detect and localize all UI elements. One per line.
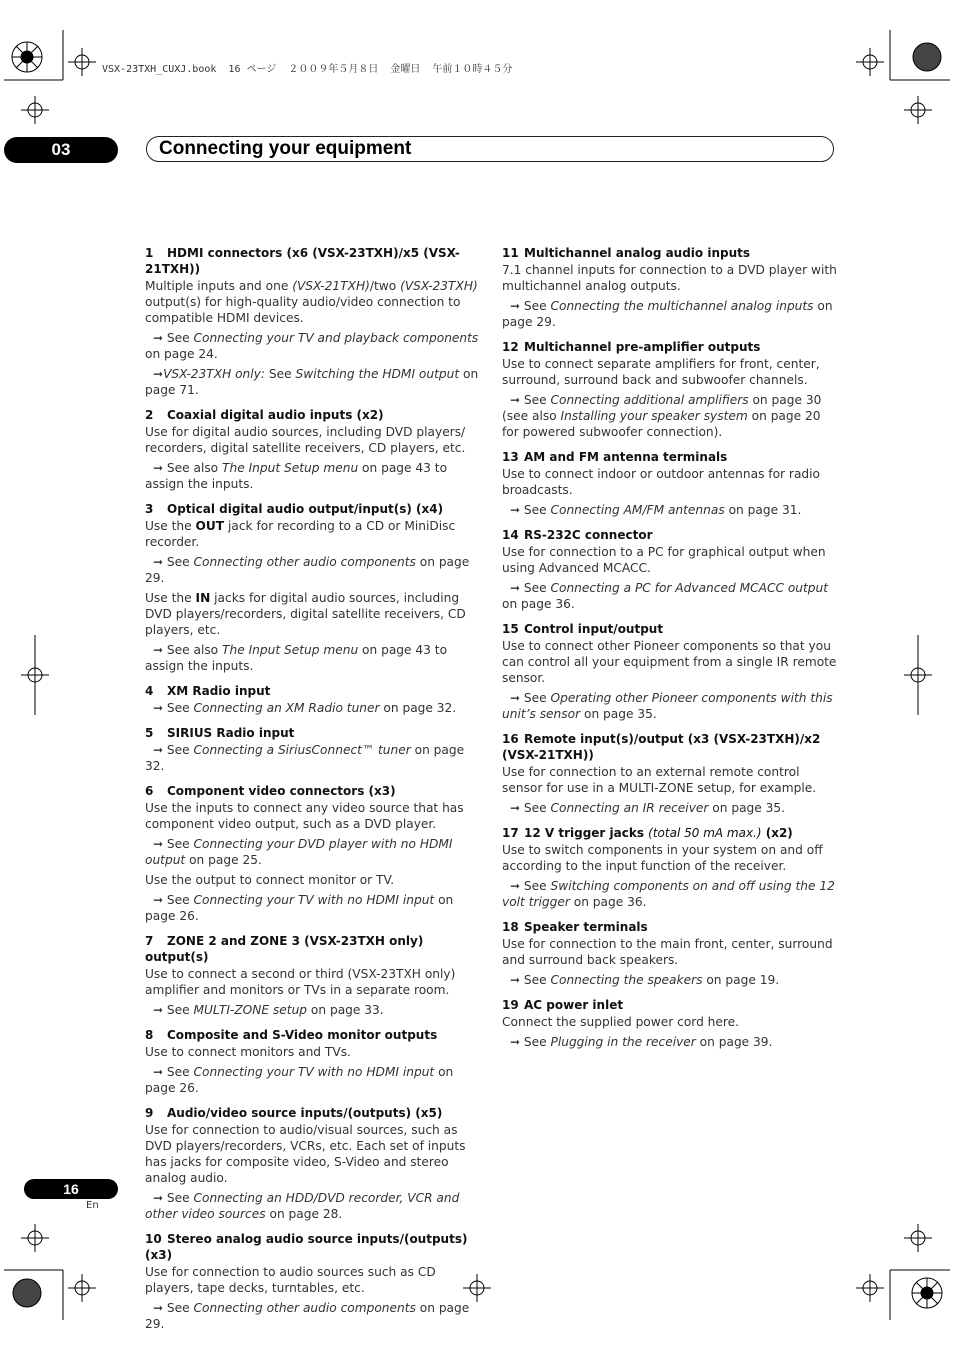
- reference-title: Installing your speaker system: [560, 409, 748, 423]
- text-run: See: [523, 393, 551, 407]
- disc-mark-bottom-left: [13, 1279, 41, 1307]
- description-text: [502, 466, 838, 498]
- text-run: See: [523, 879, 551, 893]
- reference-title: Connecting your TV with no HDMI input: [193, 893, 435, 907]
- item-heading: [502, 997, 838, 1013]
- chapter-number: 03: [51, 140, 71, 159]
- item-number: 17: [502, 826, 519, 840]
- text-run: See: [166, 743, 194, 757]
- cross-reference: [145, 1300, 481, 1332]
- item-heading: [145, 407, 481, 423]
- description-text: [145, 966, 481, 998]
- reference-title: Plugging in the receiver: [550, 1035, 696, 1049]
- text-run: Use for connection to the main front, center, surround and surround back speakers.: [502, 937, 833, 967]
- arrow-icon: ➞: [153, 1191, 167, 1205]
- connector-item: [502, 731, 838, 816]
- connector-item: [502, 339, 838, 440]
- description-text: [145, 518, 481, 550]
- item-heading: [145, 1027, 481, 1043]
- text-run: on page 43 to assign the inputs.: [145, 643, 448, 673]
- cross-reference: [145, 1064, 481, 1096]
- item-title-note: (total 50 mA max.): [648, 826, 762, 840]
- text-run: on page 29.: [502, 299, 833, 329]
- text-run: on page 26.: [145, 893, 454, 923]
- arrow-icon: ➞: [510, 691, 524, 705]
- item-heading: [502, 621, 838, 637]
- arrow-icon: ➞: [153, 555, 167, 569]
- text-run: on page 35.: [580, 707, 657, 721]
- item-title: 12 V trigger jacks: [524, 826, 644, 840]
- chapter-title-bar: [146, 136, 834, 162]
- connector-item: [145, 725, 481, 774]
- arrow-icon: ➞: [153, 837, 167, 851]
- reference-title: The Input Setup menu: [222, 461, 359, 475]
- reference-title: Connecting your TV with no HDMI input: [193, 1065, 435, 1079]
- item-title: Component video connectors (x3): [167, 784, 396, 798]
- text-run: See: [166, 1301, 194, 1315]
- text-run: Use for connection to an external remote control sensor for use in a MULTI-ZONE setup, for example.: [502, 765, 817, 795]
- description-text: [502, 544, 838, 576]
- chapter-number-badge: [4, 137, 118, 163]
- description-text: [145, 800, 481, 832]
- item-number: 8: [145, 1028, 154, 1042]
- text-run: on page 35.: [708, 801, 786, 815]
- text-run: on page 29.: [145, 555, 470, 585]
- item-number: 13: [502, 450, 519, 464]
- description-text: [502, 764, 838, 796]
- item-title: HDMI connectors (x6 (VSX-23TXH)/x5 (VSX-21TXH)): [145, 246, 460, 276]
- reference-title: MULTI-ZONE setup: [193, 1003, 308, 1017]
- text-run: See: [523, 581, 551, 595]
- item-heading: [502, 245, 838, 261]
- reference-title: Connecting AM/FM antennas: [550, 503, 725, 517]
- item-number: 10: [145, 1232, 162, 1246]
- reference-title: Connecting the speakers: [550, 973, 703, 987]
- cross-reference: [145, 330, 481, 362]
- cross-reference: [502, 580, 838, 612]
- item-number: 1: [145, 246, 154, 260]
- connector-item: [145, 407, 481, 492]
- item-title: RS-232C connector: [524, 528, 653, 542]
- text-run: on page 29.: [145, 1301, 470, 1331]
- arrow-icon: ➞: [153, 701, 167, 715]
- item-title: ZONE 2 and ZONE 3 (VSX-23TXH only) output(s): [145, 934, 424, 964]
- item-number: 12: [502, 340, 519, 354]
- item-title: XM Radio input: [167, 684, 271, 698]
- text-run: Use for connection to audio/visual sources, such as DVD players/recorders, VCRs, etc. Each set of inputs has jacks for composite video, S-Video and stereo analog audio.: [145, 1123, 466, 1185]
- page-number-badge: [24, 1179, 118, 1199]
- cross-reference: [145, 892, 481, 924]
- item-title: Remote input(s)/output (x3 (VSX-23TXH)/x2 (VSX-21TXH)): [502, 732, 821, 762]
- reference-title: Connecting an XM Radio tuner: [193, 701, 380, 715]
- text-run: Use the: [145, 519, 196, 533]
- item-number: 9: [145, 1106, 154, 1120]
- text-run: See: [166, 555, 194, 569]
- item-number: 2: [145, 408, 154, 422]
- text-run: Use to connect monitors and TVs.: [145, 1045, 351, 1059]
- item-heading: [502, 527, 838, 543]
- text-run: Use for connection to audio sources such as CD players, tape decks, turntables, etc.: [145, 1265, 436, 1295]
- reference-title: (VSX-21TXH): [292, 279, 370, 293]
- reference-title: Connecting your DVD player with no HDMI output: [145, 837, 453, 867]
- text-run: on page 36.: [502, 597, 575, 611]
- item-heading: [145, 501, 481, 517]
- reference-title: Switching components on and off using the 12 volt trigger: [502, 879, 835, 909]
- arrow-icon: ➞: [153, 367, 164, 381]
- item-title: Multichannel analog audio inputs: [524, 246, 751, 260]
- connector-item: [145, 1027, 481, 1096]
- description-text: [145, 590, 481, 638]
- description-text: [502, 356, 838, 388]
- text-run: Use the: [145, 591, 196, 605]
- text-run: Connect the supplied power cord here.: [502, 1015, 740, 1029]
- cross-reference: [502, 502, 838, 518]
- item-title: Composite and S-Video monitor outputs: [167, 1028, 438, 1042]
- description-text: [145, 1264, 481, 1296]
- description-text: [502, 842, 838, 874]
- text-run: output(s) for high-quality audio/video connection to compatible HDMI devices.: [145, 295, 461, 325]
- cross-reference: [145, 1002, 481, 1018]
- text-run: on page 26.: [145, 1065, 454, 1095]
- cross-reference: [145, 366, 481, 398]
- text-run: on page 30 (see also: [502, 393, 822, 423]
- cross-reference: [502, 878, 838, 910]
- item-title: Optical digital audio output/input(s) (x4): [167, 502, 444, 516]
- arrow-icon: ➞: [510, 973, 524, 987]
- item-heading: [145, 783, 481, 799]
- reference-title: Connecting the multichannel analog inputs: [550, 299, 814, 313]
- item-heading: [502, 825, 838, 841]
- text-run: on page 31.: [724, 503, 802, 517]
- cross-reference: [502, 392, 838, 440]
- reference-title: Operating other Pioneer components with this unit’s sensor: [502, 691, 833, 721]
- starburst-mark-top-left: [12, 42, 42, 72]
- description-text: [502, 638, 838, 686]
- reference-title: Connecting other audio components: [193, 555, 416, 569]
- description-text: [145, 278, 481, 326]
- text-run: Multiple inputs and one: [145, 279, 293, 293]
- item-number: 16: [502, 732, 519, 746]
- jack-label: IN: [195, 591, 211, 605]
- reference-title: Connecting a SiriusConnect™ tuner: [193, 743, 411, 757]
- text-run: on page 39.: [695, 1035, 773, 1049]
- connector-item: [502, 245, 838, 330]
- text-run: See: [523, 801, 551, 815]
- text-run: Use the inputs to connect any video source that has component video output, such as a DVD player.: [145, 801, 464, 831]
- text-run: Use the output to connect monitor or TV.: [145, 873, 395, 887]
- arrow-icon: ➞: [153, 643, 167, 657]
- item-heading: [502, 449, 838, 465]
- text-run: 7.1 channel inputs for connection to a DVD player with multichannel analog outputs.: [502, 263, 837, 293]
- text-run: See: [523, 299, 551, 313]
- chapter-title: Connecting your equipment: [159, 138, 412, 159]
- text-run: Use to connect other Pioneer components so that you can control all your equipment from a single IR remote sensor.: [502, 639, 837, 685]
- starburst-mark-bottom-right: [912, 1278, 942, 1308]
- item-title: AC power inlet: [524, 998, 624, 1012]
- text-run: See: [166, 701, 194, 715]
- text-run: on page 71.: [145, 367, 479, 397]
- item-number: 11: [502, 246, 519, 260]
- connector-item: [145, 933, 481, 1018]
- item-number: 7: [145, 934, 154, 948]
- item-number: 3: [145, 502, 154, 516]
- cross-reference: [145, 836, 481, 868]
- cross-reference: [145, 742, 481, 774]
- arrow-icon: ➞: [510, 879, 524, 893]
- cross-reference: [145, 1190, 481, 1222]
- text-run: See: [523, 691, 551, 705]
- text-run: See: [166, 893, 194, 907]
- item-heading: [145, 725, 481, 741]
- text-run: Use to connect a second or third (VSX-23TXH only) amplifier and monitors or TVs in a separate room.: [145, 967, 456, 997]
- text-run: See: [523, 1035, 551, 1049]
- connector-item: [145, 245, 481, 398]
- arrow-icon: ➞: [153, 893, 167, 907]
- item-title: Stereo analog audio source inputs/(outputs) (x3): [145, 1232, 468, 1262]
- item-number: 14: [502, 528, 519, 542]
- cross-reference: [502, 690, 838, 722]
- page-language: En: [86, 1200, 99, 1211]
- text-run: on page 33.: [307, 1003, 384, 1017]
- reference-title: Connecting additional amplifiers: [550, 393, 749, 407]
- arrow-icon: ➞: [510, 393, 524, 407]
- disc-mark-top-right: [913, 43, 941, 71]
- text-run: on page 24.: [145, 347, 218, 361]
- connector-item: [502, 997, 838, 1050]
- item-heading: [145, 245, 481, 277]
- description-text: [145, 1044, 481, 1060]
- page-number: 16: [63, 1181, 79, 1197]
- item-heading: [502, 339, 838, 355]
- text-run: jack for recording to a CD or MiniDisc recorder.: [145, 519, 456, 549]
- item-heading: [145, 1105, 481, 1121]
- reference-title: VSX-23TXH only:: [163, 367, 265, 381]
- item-number: 18: [502, 920, 519, 934]
- description-text: [502, 262, 838, 294]
- print-header: VSX-23TXH_CUXJ.book 16 ページ ２００９年５月８日 金曜日 午前１０時４５分: [102, 64, 513, 75]
- item-number: 5: [145, 726, 154, 740]
- right-column: [502, 245, 838, 1059]
- item-number: 4: [145, 684, 154, 698]
- item-heading: [145, 933, 481, 965]
- item-title: Multichannel pre-amplifier outputs: [524, 340, 761, 354]
- text-run: /two: [369, 279, 401, 293]
- item-number: 19: [502, 998, 519, 1012]
- text-run: See: [523, 973, 551, 987]
- reference-title: Connecting your TV and playback components: [193, 331, 479, 345]
- item-title-tail: (x2): [761, 826, 793, 840]
- text-run: Use for digital audio sources, including DVD players/ recorders, digital satellite receivers, CD players, etc.: [145, 425, 466, 455]
- text-run: See: [166, 1065, 194, 1079]
- text-run: on page 32.: [145, 743, 465, 773]
- text-run: on page 32.: [379, 701, 457, 715]
- arrow-icon: ➞: [510, 503, 524, 517]
- reference-title: Connecting an IR receiver: [550, 801, 709, 815]
- text-run: on page 20 for powered subwoofer connection).: [502, 409, 821, 439]
- cross-reference: [502, 972, 838, 988]
- cross-reference: [502, 1034, 838, 1050]
- text-run: See: [265, 367, 296, 381]
- reference-title: Connecting a PC for Advanced MCACC output: [550, 581, 829, 595]
- text-run: on page 19.: [702, 973, 780, 987]
- arrow-icon: ➞: [153, 461, 167, 475]
- text-run: See: [523, 503, 551, 517]
- item-number: 6: [145, 784, 154, 798]
- text-run: See also: [166, 643, 223, 657]
- reference-title: The Input Setup menu: [222, 643, 359, 657]
- reference-title: Connecting other audio components: [193, 1301, 416, 1315]
- text-run: Use to switch components in your system on and off according to the input function of the receiver.: [502, 843, 823, 873]
- connector-item: [502, 621, 838, 722]
- connector-item: [502, 449, 838, 518]
- arrow-icon: ➞: [510, 1035, 524, 1049]
- item-heading: [502, 919, 838, 935]
- reference-title: Connecting an HDD/DVD recorder, VCR and other video sources: [145, 1191, 460, 1221]
- description-text: [145, 872, 481, 888]
- left-column: [145, 245, 481, 1341]
- jack-label: OUT: [195, 519, 225, 533]
- text-run: on page 36.: [569, 895, 647, 909]
- reference-title: Switching the HDMI output: [295, 367, 460, 381]
- description-text: [502, 936, 838, 968]
- connector-item: [502, 527, 838, 612]
- cross-reference: [502, 298, 838, 330]
- cross-reference: [502, 800, 838, 816]
- cross-reference: [145, 554, 481, 586]
- arrow-icon: ➞: [510, 581, 524, 595]
- item-title: Coaxial digital audio inputs (x2): [167, 408, 384, 422]
- connector-item: [145, 501, 481, 674]
- description-text: [502, 1014, 838, 1030]
- item-title: Speaker terminals: [524, 920, 648, 934]
- reference-title: (VSX-23TXH): [400, 279, 478, 293]
- description-text: [145, 1122, 481, 1186]
- connector-item: [502, 825, 838, 910]
- text-run: on page 25.: [185, 853, 262, 867]
- connector-item: [502, 919, 838, 988]
- text-run: See: [166, 1191, 194, 1205]
- text-run: Use to connect indoor or outdoor antennas for radio broadcasts.: [502, 467, 820, 497]
- item-title: SIRIUS Radio input: [167, 726, 295, 740]
- item-heading: [145, 683, 481, 699]
- arrow-icon: ➞: [153, 743, 167, 757]
- text-run: See: [166, 331, 194, 345]
- item-heading: [502, 731, 838, 763]
- description-text: [145, 424, 481, 456]
- text-run: See: [166, 1003, 194, 1017]
- arrow-icon: ➞: [153, 331, 167, 345]
- arrow-icon: ➞: [510, 801, 524, 815]
- arrow-icon: ➞: [510, 299, 524, 313]
- text-run: on page 28.: [265, 1207, 343, 1221]
- item-title: AM and FM antenna terminals: [524, 450, 728, 464]
- text-run: jacks for digital audio sources, including DVD players/recorders, digital satellite receivers, CD players, etc.: [145, 591, 466, 637]
- text-run: Use for connection to a PC for graphical output when using Advanced MCACC.: [502, 545, 826, 575]
- arrow-icon: ➞: [153, 1065, 167, 1079]
- connector-item: [145, 783, 481, 924]
- item-title: Audio/video source inputs/(outputs) (x5): [167, 1106, 443, 1120]
- item-number: 15: [502, 622, 519, 636]
- connector-item: [145, 1105, 481, 1222]
- connector-item: [145, 683, 481, 716]
- item-heading: [145, 1231, 481, 1263]
- cross-reference: [145, 642, 481, 674]
- cross-reference: [145, 700, 481, 716]
- connector-item: [145, 1231, 481, 1332]
- cross-reference: [145, 460, 481, 492]
- text-run: on page 43 to assign the inputs.: [145, 461, 448, 491]
- arrow-icon: ➞: [153, 1003, 167, 1017]
- text-run: See: [166, 837, 194, 851]
- text-run: See also: [166, 461, 223, 475]
- item-title: Control input/output: [524, 622, 664, 636]
- text-run: Use to connect separate amplifiers for front, center, surround, surround back and subwoofer channels.: [502, 357, 820, 387]
- arrow-icon: ➞: [153, 1301, 167, 1315]
